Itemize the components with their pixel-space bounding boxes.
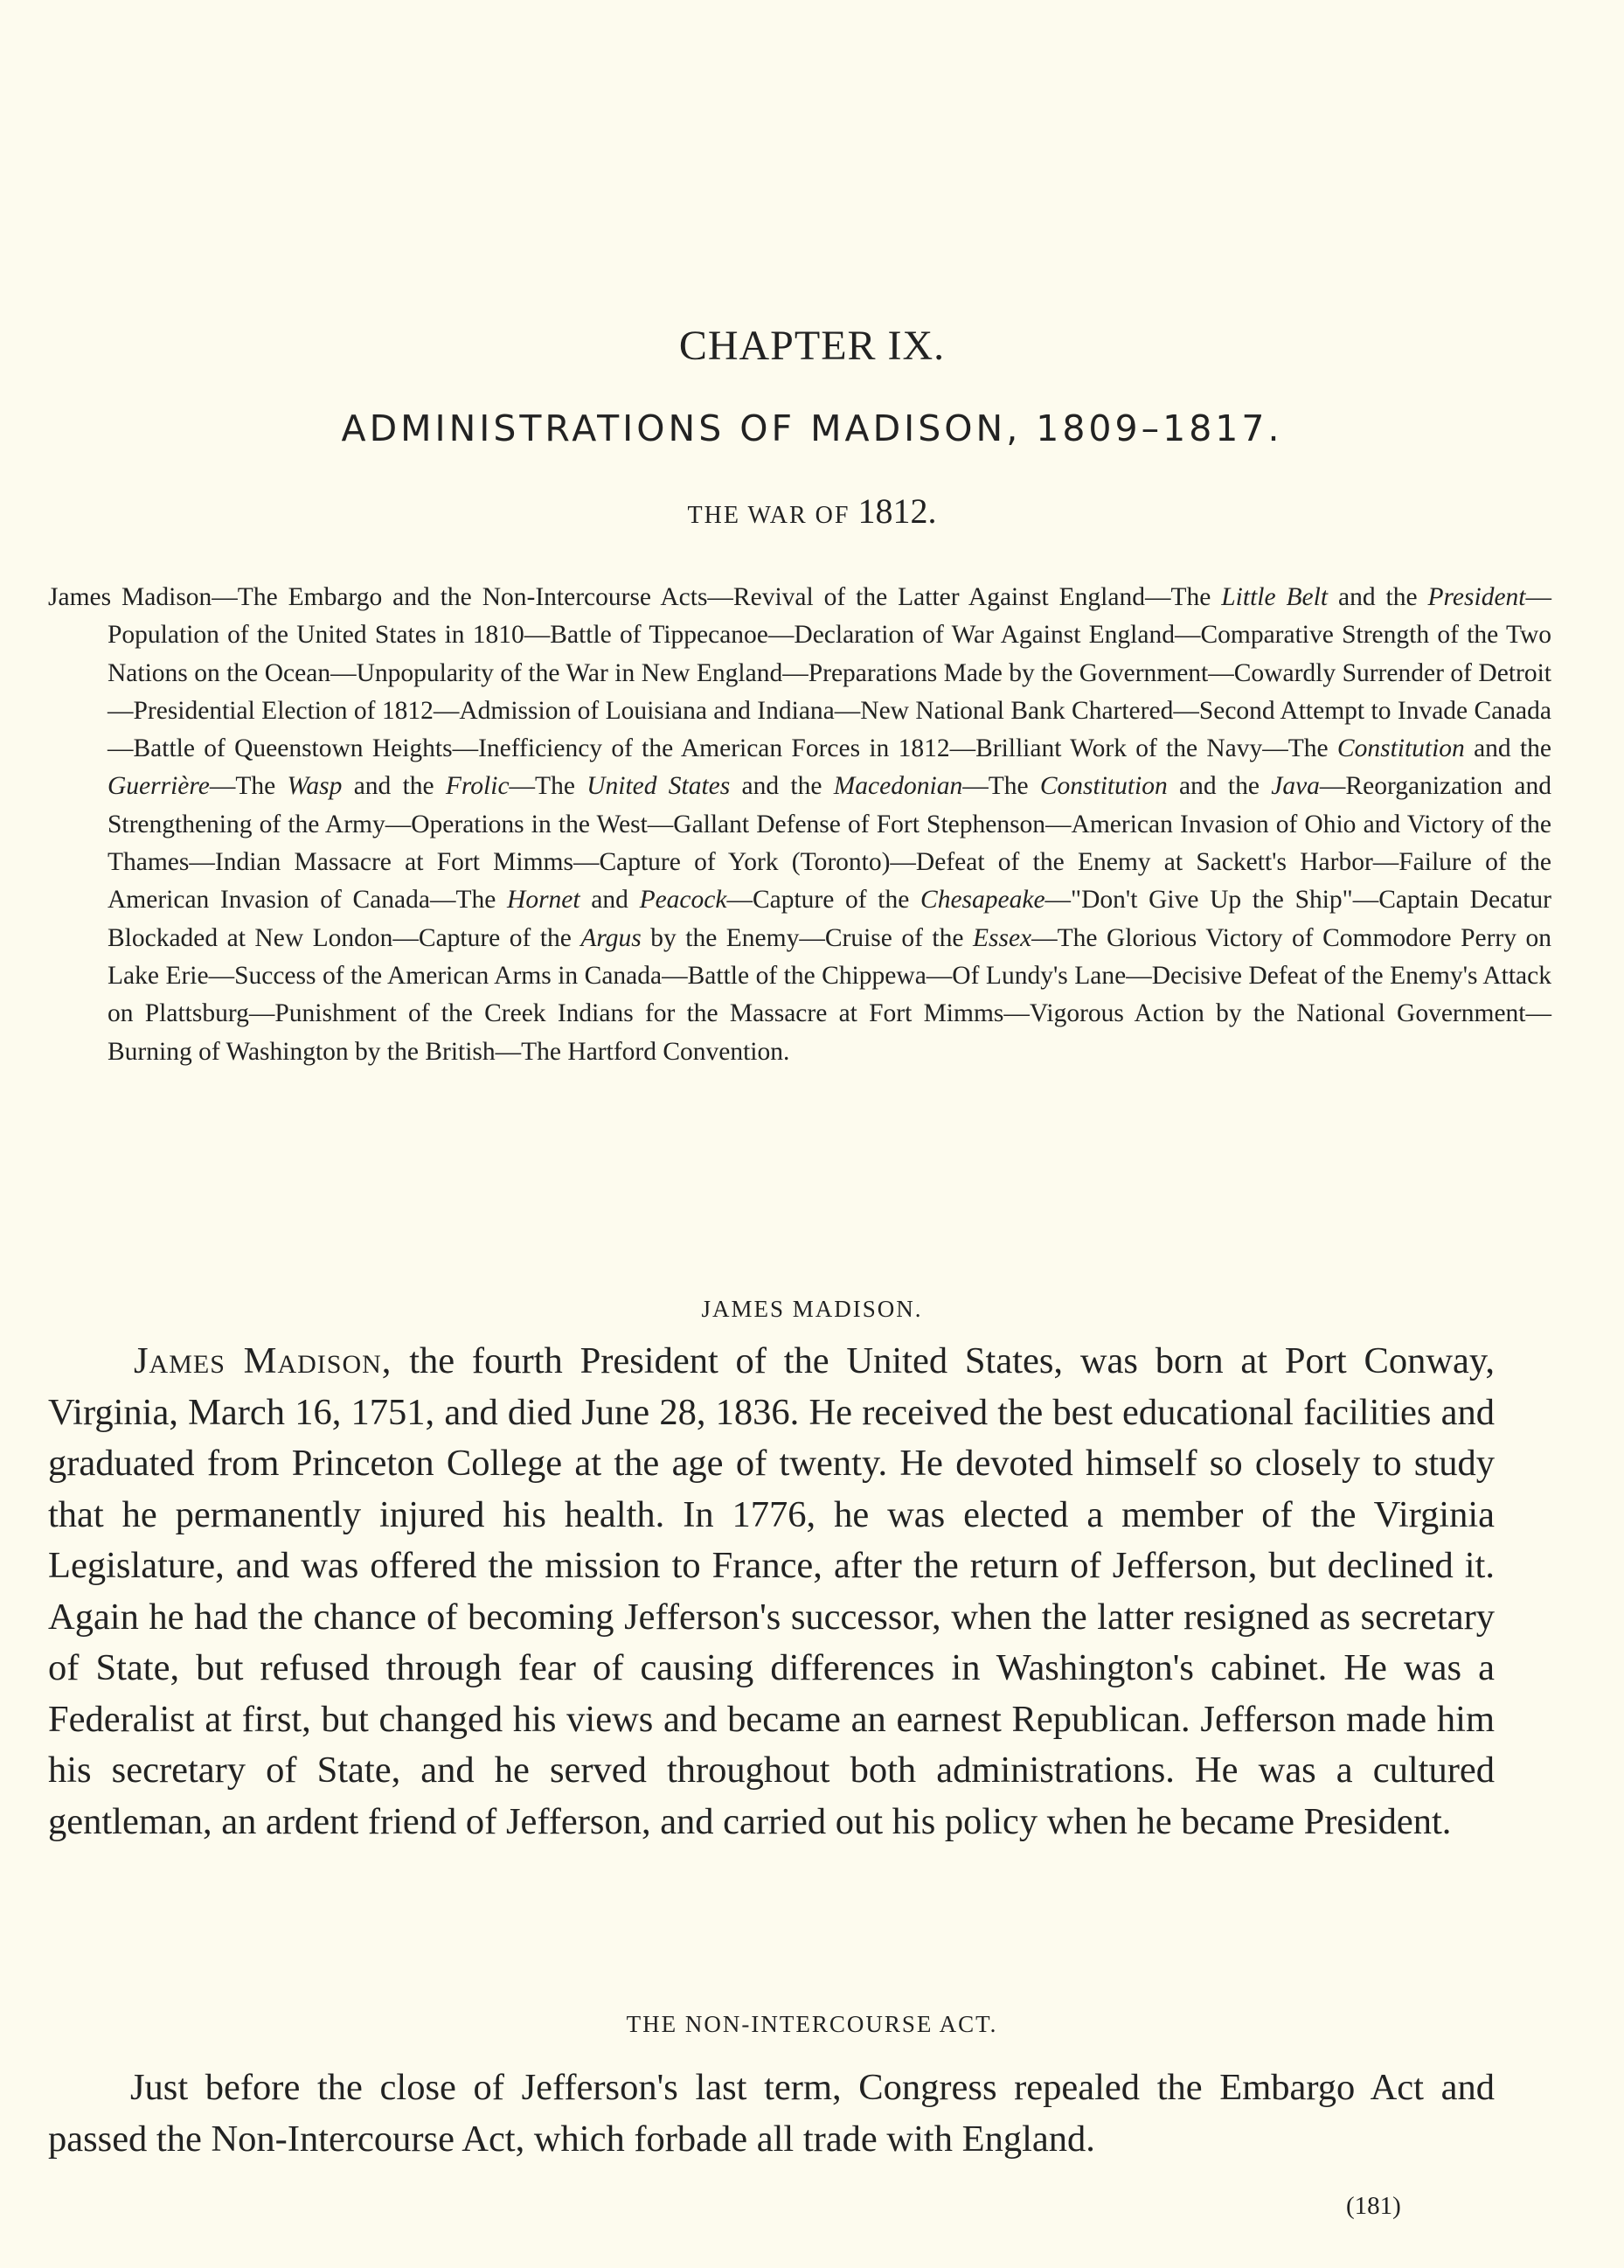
ship-name: Chesapeake	[920, 886, 1045, 915]
paragraph-non-intercourse-act: Just before the close of Jefferson's last term, Congress repealed the Embargo Act and passed the Non-Intercourse Act, which forbade all trade with England.	[48, 2067, 1495, 2160]
synopsis-text: by the Enemy—Cruise of the	[641, 923, 973, 952]
synopsis-text: and the	[1167, 772, 1272, 801]
synopsis-text: and	[580, 886, 640, 915]
ship-name: Guerrière	[108, 772, 210, 801]
ship-name: Peacock	[639, 886, 727, 915]
synopsis-text: —"Don't Give Up the Ship"—Captain Decatur Blockaded at New London—Capture of the	[108, 886, 1551, 952]
synopsis-text: —The	[962, 772, 1040, 801]
chapter-synopsis	[48, 579, 1551, 1071]
war-title-year: 1812.	[857, 491, 937, 531]
synopsis-text: and the	[342, 772, 446, 801]
chapter-subtitle: ADMINISTRATIONS OF MADISON, 1809–1817.	[341, 407, 1283, 449]
synopsis-text: —Reorganization and Strengthening of the Army—Operations in the West—Gallant Defense of Fort Stephenson—American Invasion of Ohio and Victory of the Thames—Indian Massacre at Fort Mimms—Capture of York (Toronto)—Defeat of the Enemy at Sackett's Harbor—Failure of the American Invasion of Canada—The	[108, 772, 1551, 915]
synopsis-text: and the	[1328, 583, 1428, 611]
ship-name: Constitution	[1336, 734, 1465, 763]
section-heading-non-intercourse-act: THE NON-INTERCOURSE ACT.	[626, 2011, 998, 2037]
ship-name: Hornet	[507, 886, 580, 915]
ship-name: President	[1427, 583, 1526, 611]
ship-name: Macedonian	[833, 772, 963, 801]
ship-name: Frolic	[445, 772, 510, 801]
war-title-prefix: THE WAR OF	[687, 502, 850, 529]
synopsis-text: —The	[509, 772, 587, 801]
ship-name: Argus	[580, 923, 642, 952]
ship-name: Essex	[972, 923, 1032, 952]
synopsis-text: and the	[730, 772, 834, 801]
paragraph-james-madison	[48, 1336, 1495, 1847]
ship-name: Java	[1271, 772, 1320, 801]
synopsis-text: —The Glorious Victory of Commodore Perry on Lake Erie—Success of the American Arms in Canada—Battle of the Chippewa—Of Lundy's Lane—Decisive Defeat of the Enemy's Attack on Plattsburg—Punishment of the Creek Indians for the Massacre at Fort Mimms—Vigorous Action by the National Government—Burning of Washington by the British—The Hartford Convention.	[108, 923, 1551, 1066]
lead-in-name: James Madison,	[134, 1340, 392, 1381]
ship-name: Little Belt	[1221, 583, 1329, 611]
chapter-title: CHAPTER IX.	[678, 323, 946, 369]
synopsis-text: —Capture of the	[726, 886, 921, 915]
ship-name: Wasp	[287, 772, 343, 801]
ship-name: United States	[586, 772, 731, 801]
paragraph-text: the fourth President of the United States, was born at Port Conway, Virginia, March 16, 1751, and died June 28, 1836. He received the best educational facilities and graduated from Princeton College at the age of twenty. He devoted himself so closely to study that he permanently injured his health. In 1776, he was elected a member of the Virginia Legislature, and was offered the mission to France, after the return of Jefferson, but declined it. Again he had the chance of becoming Jefferson's successor, when the latter resigned as secretary of State, but refused through fear of causing differences in Washington's cabinet. He was a Federalist at first, but changed his views and became an earnest Republican. Jefferson made him his secretary of State, and he served throughout both administrations. He was a cultured gentleman, an ardent friend of Jefferson, and carried out his policy when he became President.	[48, 1340, 1495, 1842]
page-number: (181)	[1346, 2192, 1401, 2220]
section-heading-james-madison: JAMES MADISON.	[701, 1296, 923, 1322]
synopsis-text: and the	[1464, 734, 1551, 763]
synopsis-text: —The	[209, 772, 288, 801]
synopsis-text: —Population of the United States in 1810—Battle of Tippecanoe—Declaration of War Against England—Comparative Strength of the Two Nations on the Ocean—Unpopularity of the War in New England—Preparations Made by the Government—Cowardly Surrender of Detroit—Presidential Election of 1812—Admission of Louisiana and Indiana—New National Bank Chartered—Second Attempt to Invade Canada—Battle of Queenstown Heights—Inefficiency of the American Forces in 1812—Brilliant Work of the Navy—The	[108, 583, 1551, 763]
war-title	[0, 491, 1624, 531]
ship-name: Constitution	[1039, 772, 1168, 801]
synopsis-text: James Madison—The Embargo and the Non-Intercourse Acts—Revival of the Latter Against England—The	[48, 583, 1222, 611]
